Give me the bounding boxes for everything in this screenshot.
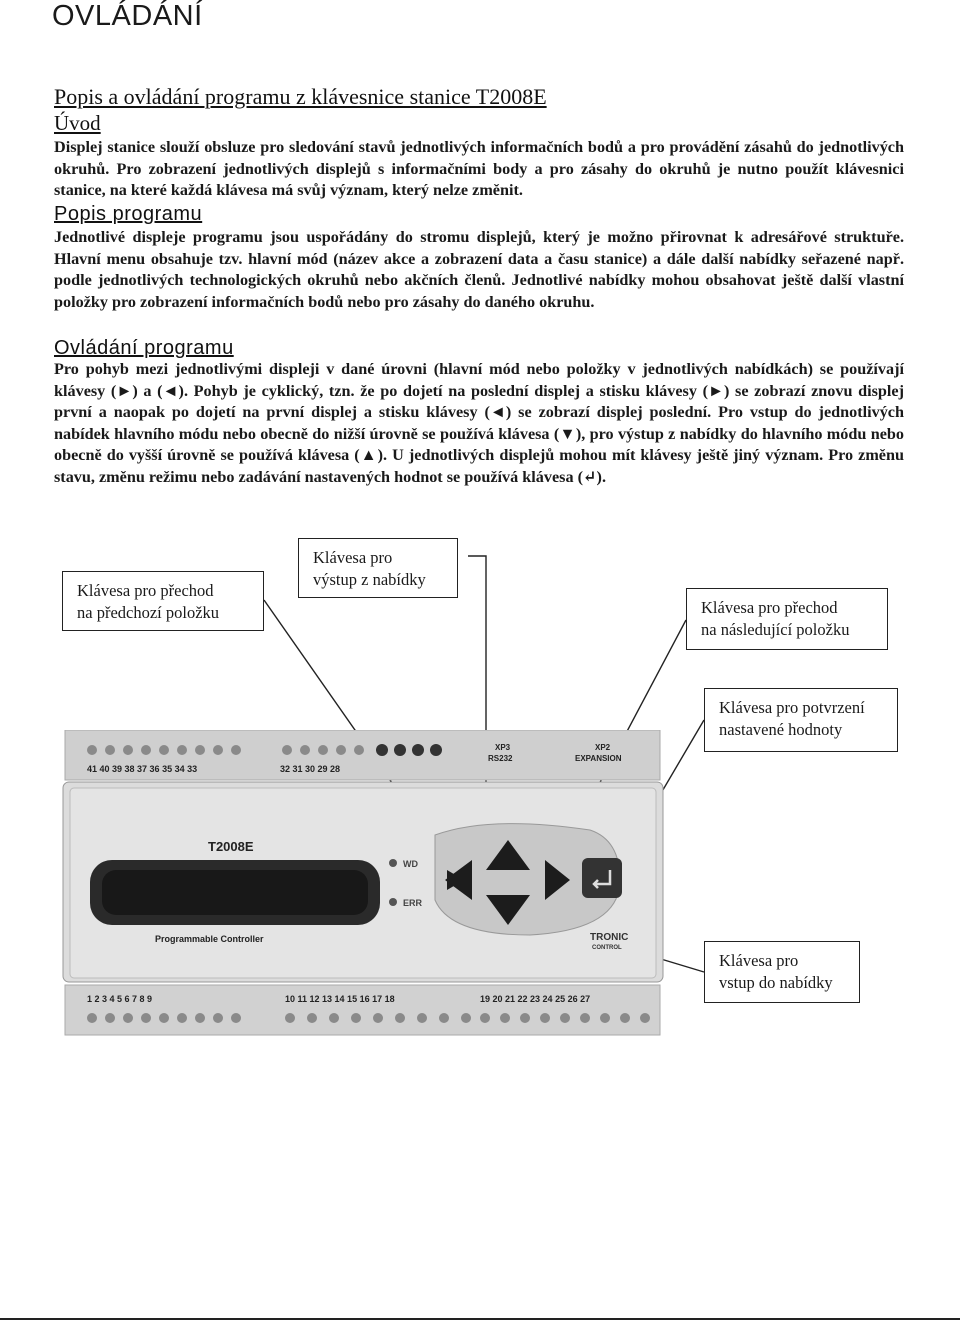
top-terminals-right-label: 32 31 30 29 28 (280, 764, 341, 774)
device-model-label: T2008E (208, 839, 254, 854)
callout-next-line2: na následující položku (701, 620, 850, 639)
program-heading: Popis programu (54, 203, 203, 225)
control-paragraph: Pro pohyb mezi jednotlivými displeji v dané úrovni (hlavní mód nebo položky v jednotlivých nabídkách) se používají klávesy (►) a (◄). Pohyb je cyklický, tzn. že po dojetí na poslední displej a stisku klávesy (►) se zobrazí znovu displej první a naopak po dojetí na první displej a stisku klávesy (◄) se zobrazí displej poslední. Pro vstup do jednotlivých nabídek hlavního módu nebo obecně do nižší úrovně se používá klávesa (▼), pro výstup z nabídky do hlavního módu nebo obecně do vyšší úrovně se používá klávesa (▲). U jednotlivých displejů mohou mít klávesy ještě jiný význam. Pro změnu stavu, změnu režimu nebo zadávání nastavených hodnot se používá klávesa (↵). (54, 360, 904, 486)
callout-prev-line2: na předchozí položku (77, 603, 220, 622)
section-heading: Popis a ovládání programu z klávesnice stanice T2008E (54, 84, 547, 109)
device-illustration (60, 730, 665, 1040)
control-heading: Ovládání programu (54, 337, 234, 359)
intro-heading: Úvod (54, 111, 101, 135)
port-xp3-sub: RS232 (488, 754, 513, 763)
top-terminals-left-label: 41 40 39 38 37 36 35 34 33 (87, 764, 198, 774)
bottom-terminals-b: 10 11 12 13 14 15 16 17 18 (285, 994, 395, 1004)
port-xp3-label: XP3 (495, 743, 511, 752)
brand-sub: CONTROL (592, 945, 622, 951)
callout-enter-line1: Klávesa pro (719, 951, 799, 970)
callout-confirm-line1: Klávesa pro potvrzení (719, 698, 865, 717)
callout-confirm-line2: nastavené hodnoty (719, 720, 843, 739)
callout-exit-line2: výstup z nabídky (313, 570, 426, 589)
callout-exit-line1: Klávesa pro (313, 548, 393, 567)
lcd-screen (102, 870, 368, 915)
program-paragraph: Jednotlivé displeje programu jsou uspořádány do stromu displejů, který je možno přirovnat k adresářové struktuře. Hlavní menu obsahuje tzv. hlavní mód (název akce a zobrazení data a času stanice) a dále další nabídky seřazené např. podle jednotlivých technologických okruhů nebo akčních členů. Jednotlivé nabídky mohou obsahovat ještě další vlastní položky pro zobrazení informačních bodů nebo pro zásahy do daného okruhu. (54, 228, 904, 311)
enter-key[interactable] (582, 858, 622, 898)
intro-paragraph: Displej stanice slouží obsluze pro sledování stavů jednotlivých informačních bodů a pro provádění zásahů do jednotlivých okruhů. Pro zobrazení jednotlivých displejů s informačními body a pro zásahy do okruhů je nutno použít klávesnici stanice, na které každá klávesa má svůj význam, který nelze změnit. (54, 138, 904, 200)
port-xp2-label: XP2 (595, 743, 611, 752)
bottom-terminals-a: 1 2 3 4 5 6 7 8 9 (87, 994, 153, 1004)
bottom-rule (0, 1318, 960, 1320)
page-title: OVLÁDÁNÍ (52, 0, 203, 32)
bottom-terminals-c: 19 20 21 22 23 24 25 26 27 (480, 994, 591, 1004)
led-wd-label: WD (403, 859, 418, 869)
led-err-icon (389, 898, 397, 906)
brand-label: TRONIC (590, 932, 629, 943)
callout-prev-line1: Klávesa pro přechod (77, 581, 214, 600)
bottom-terminal-strip (65, 985, 660, 1035)
port-xp2-sub: EXPANSION (575, 754, 622, 763)
callout-enter-line2: vstup do nabídky (719, 973, 833, 992)
callout-next-line1: Klávesa pro přechod (701, 598, 838, 617)
led-err-label: ERR (403, 898, 423, 908)
device-subtitle: Programmable Controller (155, 934, 264, 944)
led-wd-icon (389, 859, 397, 867)
